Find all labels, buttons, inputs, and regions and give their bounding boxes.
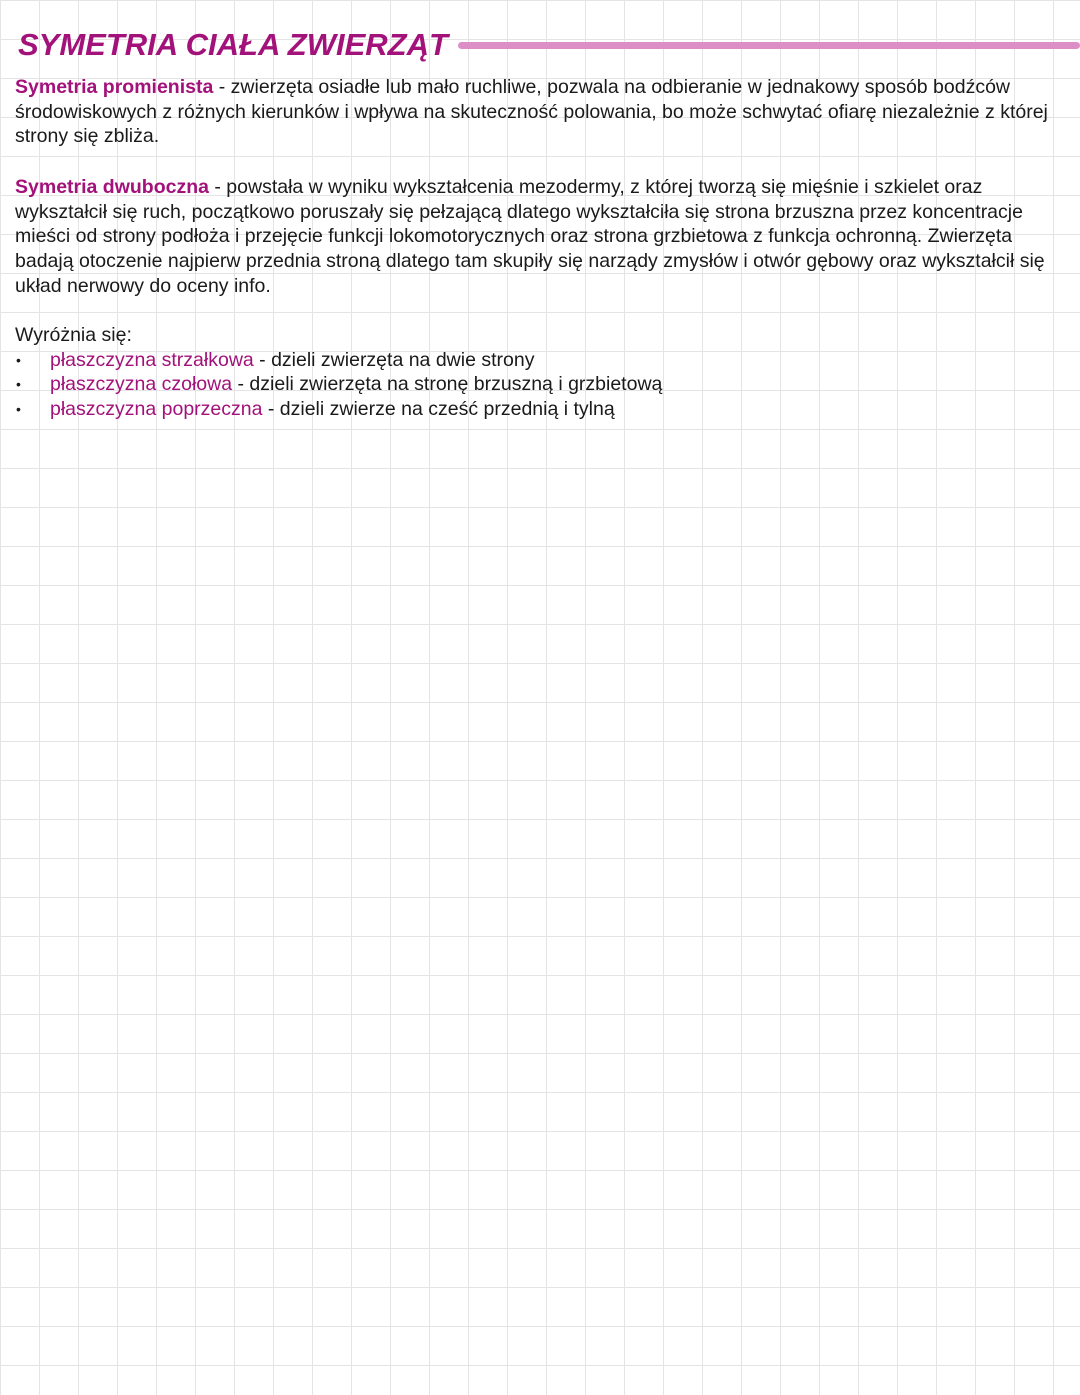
plane-name: płaszczyzna strzałkowa <box>50 348 254 371</box>
list-item <box>15 372 1065 397</box>
plane-description: - dzieli zwierzęta na stronę brzuszną i grzbietową <box>232 373 663 396</box>
bilateral-symmetry-term: Symetria dwuboczna <box>15 176 209 198</box>
title-underline-bar <box>458 42 1080 49</box>
bilateral-symmetry-text: - powstała w wyniku wykształcenia mezodermy, z której tworzą się mięśnie i szkielet oraz wykształcił się ruch, początkowo poruszały się pełzającą dlatego wykształciła się strona brzuszna przez koncentracje mieści od strony podłoża i przejęcie funkcji lokomotorycznych oraz strona grzbietowa z funkcja ochronną. Zwierzęta badają otoczenie najpierw przednia stroną dlatego tam skupiły się narządy zmysłów i otwór gębowy oraz wykształcił się układ nerwowy do oceny info. <box>15 176 1045 297</box>
radial-symmetry-text: - zwierzęta osiadłe lub mało ruchliwe, pozwala na odbieranie w jednakowy sposób bodźców środowiskowych z różnych kierunków i wpływa na skuteczność polowania, bo może schwytać ofiarę niezależnie z której strony się zbliża. <box>15 76 1048 148</box>
plane-name: płaszczyzna poprzeczna <box>50 398 263 421</box>
bullet-icon: • <box>16 376 21 393</box>
bullet-icon: • <box>16 351 21 368</box>
planes-heading: Wyróżnia się: <box>15 324 132 346</box>
radial-symmetry-term: Symetria promienista <box>15 76 214 98</box>
title-row <box>18 22 1080 68</box>
plane-name: płaszczyzna czołowa <box>50 373 233 396</box>
bilateral-symmetry-paragraph <box>15 175 1065 299</box>
bullet-icon: • <box>16 401 21 418</box>
page-title: SYMETRIA CIAŁA ZWIERZĄT <box>18 27 448 62</box>
planes-section <box>15 323 1065 422</box>
list-item <box>15 397 1065 422</box>
plane-description: - dzieli zwierzęta na dwie strony <box>253 348 535 371</box>
plane-description: - dzieli zwierze na cześć przednią i tylną <box>262 398 615 421</box>
radial-symmetry-paragraph <box>15 75 1065 149</box>
list-item <box>15 348 1065 373</box>
planes-list <box>15 348 1065 422</box>
